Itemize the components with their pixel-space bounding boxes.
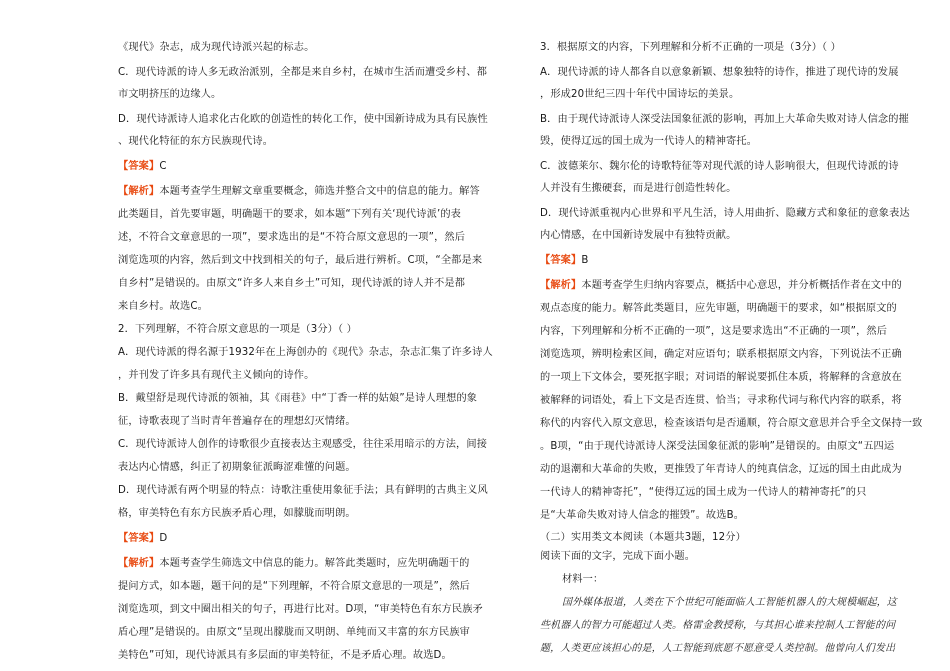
answer-tag: 【答案】 bbox=[118, 533, 160, 544]
text-line: 内心情感，在中国新诗发展中有独特贡献。 bbox=[540, 230, 737, 241]
answer-1 bbox=[118, 160, 167, 174]
analysis-1 bbox=[118, 185, 480, 199]
option-a-line: A．现代诗派的诗人都各自以意象新颖、想象独特的诗作，推进了现代诗的发展 bbox=[540, 67, 899, 78]
text-line: ，形成20世纪三四十年代中国诗坛的美景。 bbox=[540, 89, 740, 100]
instruction: 阅读下面的文字，完成下面小题。 bbox=[540, 551, 696, 562]
option-a-line: A．现代诗派的得名源于1932年在上海创办的《现代》杂志，杂志汇集了许多诗人 bbox=[118, 347, 493, 358]
analysis-3 bbox=[540, 279, 902, 293]
analysis-tag: 【解析】 bbox=[118, 558, 160, 569]
analysis-text: 本题考查学生筛选文中信息的能力。解答此类题时，应先明确题干的 bbox=[159, 558, 470, 569]
analysis-text: 本题考查学生归纳内容要点，概括中心意思，并分析概括作者在文中的 bbox=[581, 280, 902, 291]
question-2: 2．下列理解，不符合原文意思的一项是（3分）（ ） bbox=[118, 324, 357, 335]
analysis-line: 浏览选项的内容，然后到文中找到相关的句子，最后进行辨析。C项，“全都是来 bbox=[118, 255, 483, 266]
text-line: 表达内心情感，纠正了初期象征派晦涩难懂的问题。 bbox=[118, 462, 356, 473]
option-b-line: B．戴望舒是现代诗派的领袖，其《雨巷》中“丁香一样的姑娘”是诗人理想的象 bbox=[118, 393, 478, 404]
analysis-line: 观点态度的能力。解答此类题目，应先审题，明确题干的要求，如“根据原文的 bbox=[540, 303, 897, 314]
option-d-line: D．现代诗派重视内心世界和平凡生活，诗人用曲折、隐藏方式和象征的意象表达 bbox=[540, 208, 910, 219]
option-c-line: C．波德莱尔、魏尔伦的诗歌特征等对现代派的诗人影响很大，但现代诗派的诗 bbox=[540, 161, 899, 172]
answer-3 bbox=[540, 254, 589, 268]
text-line: 市文明挤压的边缘人。 bbox=[118, 89, 222, 100]
analysis-line: 提问方式，如本题，题干问的是“下列理解，不符合原文意思的一项是”，然后 bbox=[118, 581, 470, 592]
analysis-line: 述，不符合文章意思的一项”，要求选出的是“不符合原文意思的一项”，然后 bbox=[118, 232, 466, 243]
analysis-line: 盾心理”是错误的。由原文“呈现出朦胧而又明朗、单纯而又丰富的东方民族审 bbox=[118, 627, 470, 638]
option-d-line: D．现代诗派有两个明显的特点：诗歌注重使用象征手法；具有鲜明的古典主义风 bbox=[118, 485, 488, 496]
analysis-tag: 【解析】 bbox=[540, 280, 582, 291]
text-line: 人并没有生搬硬套，而是进行创造性转化。 bbox=[540, 183, 737, 194]
analysis-line: 称代的内容代入原文意思，检查该语句是否通顺，符合原文意思并合乎全文保持一致 bbox=[540, 418, 923, 429]
analysis-line: 美特色”可知，现代诗派具有多层面的审美特征，不是矛盾心理。故选D。 bbox=[118, 650, 452, 661]
text-line: 毁，使得辽远的国土成为一代诗人的精神寄托。 bbox=[540, 136, 758, 147]
analysis-text: 本题考查学生理解文章重要概念，筛选并整合文中的信息的能力。解答 bbox=[159, 186, 480, 197]
analysis-line: 内容，下列理解和分析不正确的一项”，这是要求选出“不正确的一项”，然后 bbox=[540, 326, 888, 337]
section-heading: （二）实用类文本阅读（本题共3题，12分） bbox=[540, 532, 746, 543]
analysis-line: 此类题目，首先要审题，明确题干的要求，如本题“下列有关‘现代诗派’的表 bbox=[118, 209, 462, 220]
answer-tag: 【答案】 bbox=[540, 255, 582, 266]
material-title: 材料一： bbox=[562, 574, 604, 585]
answer-value: C bbox=[159, 161, 167, 172]
option-b-line: B．由于现代诗派诗人深受法国象征派的影响，再加上大革命失败对诗人信念的摧 bbox=[540, 114, 909, 125]
analysis-line: 来自乡村。故选C。 bbox=[118, 301, 208, 312]
answer-2 bbox=[118, 532, 167, 546]
material-line: 题，人类更应该担心的是，人工智能到底愿不愿意受人类控制。他曾向人们发出 bbox=[540, 643, 896, 654]
text-line: 征，诗歌表现了当时青年普遍存在的理想幻灭情绪。 bbox=[118, 416, 356, 427]
analysis-line: 动的退潮和大革命的失败，更推毁了年青诗人的纯真信念，辽远的国土由此成为 bbox=[540, 464, 902, 475]
option-d-line: D．现代诗派诗人追求化古化欧的创造性的转化工作，使中国新诗成为具有民族性 bbox=[118, 114, 488, 125]
text-line: 、现代化特征的东方民族现代诗。 bbox=[118, 136, 274, 147]
option-c-line: C．现代诗派的诗人多无政治派别，全都是来自乡村，在城市生活而遭受乡村、都 bbox=[118, 67, 488, 78]
analysis-line: 的一项上下文体会，要死抠字眼；对词语的解说要抓住本质，将解释的含意放在 bbox=[540, 372, 902, 383]
analysis-line: 浏览选项，辨明检索区间，确定对应语句；联系根据原文内容，下列说法不正确 bbox=[540, 349, 902, 360]
material-line: 些机器人的智力可能超过人类。格雷金教授称，与其担心谁来控制人工智能的问 bbox=[540, 620, 896, 631]
answer-tag: 【答案】 bbox=[118, 161, 160, 172]
answer-value: D bbox=[159, 533, 168, 544]
text-line: 格，审美特色有东方民族矛盾心理，如朦胧而明朗。 bbox=[118, 508, 356, 519]
text-line: ，并刊发了许多具有现代主义倾向的诗作。 bbox=[118, 370, 315, 381]
analysis-line: 一代诗人的精神寄托”，“使得辽远的国土成为一代诗人的精神寄托”的只 bbox=[540, 487, 867, 498]
analysis-tag: 【解析】 bbox=[118, 186, 160, 197]
material-line: 国外媒体报道，人类在下个世纪可能面临人工智能机器人的大规模崛起，这 bbox=[562, 597, 897, 608]
text-line: 《现代》杂志，成为现代诗派兴起的标志。 bbox=[118, 42, 315, 53]
analysis-line: 。B项，“由于现代诗派诗人深受法国象征派的影响”是错误的。由原文“五四运 bbox=[540, 441, 895, 452]
analysis-line: 浏览选项，到文中圈出相关的句子，再进行比对。D项，“审美特色有东方民族矛 bbox=[118, 604, 483, 615]
question-3: 3．根据原文的内容，下列理解和分析不正确的一项是（3分）（ ） bbox=[540, 42, 841, 53]
option-c-line: C．现代诗派诗人创作的诗歌很少直接表达主观感受，往往采用暗示的方法，间接 bbox=[118, 439, 488, 450]
analysis-line: 是“大革命失败对诗人信念的摧毁”。故选B。 bbox=[540, 510, 745, 521]
answer-value: B bbox=[581, 255, 589, 266]
analysis-line: 自乡村”是错误的。由原文“许多人来自乡土”可知，现代诗派的诗人并不是都 bbox=[118, 278, 466, 289]
analysis-line: 被解释的词语处，看上下文是否连贯、恰当；寻求称代词与称代内容的联系，将 bbox=[540, 395, 902, 406]
analysis-2 bbox=[118, 557, 469, 571]
